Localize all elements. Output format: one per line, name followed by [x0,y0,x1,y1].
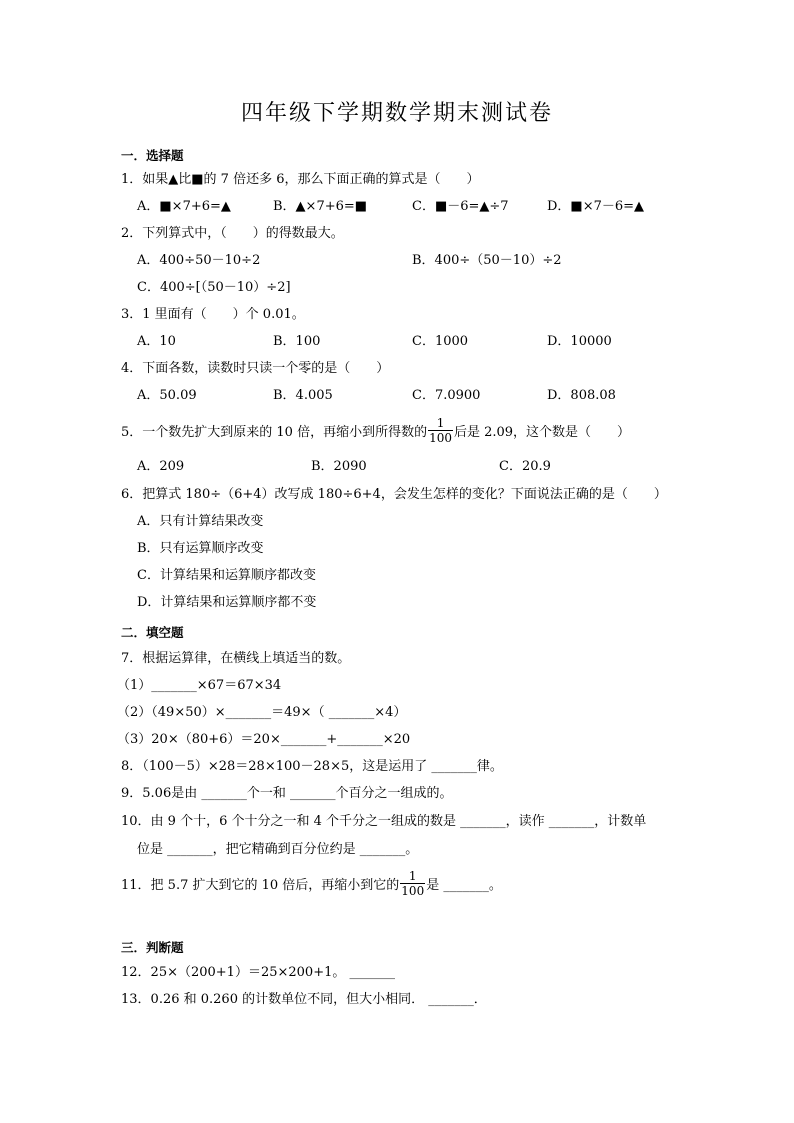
q1-option-c: C．■－6=▲÷7 [412,199,509,214]
q4-option-d: D．808.08 [547,388,616,403]
q11-text-pre: 11．把 5.7 扩大到它的 10 倍后，再缩小到它的 [121,878,400,893]
q3-option-a: A．10 [137,334,176,349]
question-3: 3．1 里面有（ ）个 0.01。 [121,307,305,322]
question-13: 13．0.26 和 0.260 的计数单位不同，但大小相同． _______． [121,992,487,1007]
q5-option-c: C．20.9 [499,459,551,474]
q3-option-c: C．1000 [412,334,469,349]
question-12: 12．25×（200+1）＝25×200+1。 _______ [121,965,395,980]
q7-line-3: （3）20×（80+6）＝20×_______+_______×20 [117,732,411,747]
question-8: 8．（100－5）×28＝28×100－28×5，这是运用了 _______律。 [121,759,503,774]
q1-option-b: B．▲×7+6=■ [273,199,368,214]
q6-option-d: D．计算结果和运算顺序都不变 [137,595,317,610]
q5-option-b: B．2090 [311,459,367,474]
q5-fraction-numerator: 1 [428,416,453,431]
page-title: 四年级下学期数学期末测试卷 [240,101,553,126]
q11-fraction [400,869,425,898]
question-5 [121,418,630,447]
q5-text-pre: 5．一个数先扩大到原来的 10 倍，再缩小到所得数的 [121,425,428,440]
question-11 [121,871,502,900]
section-heading-fill: 二．填空题 [121,625,184,640]
q5-option-a: A．209 [137,459,185,474]
question-10-line-1: 10．由 9 个十，6 个十分之一和 4 个千分之一组成的数是 _______，读作 _______，计数单 [121,814,647,829]
question-9: 9．5.06是由 _______个一和 _______个百分之一组成的。 [121,786,453,801]
q1-option-a: A．■×7+6=▲ [137,199,231,214]
question-2: 2．下列算式中，（ ）的得数最大。 [121,226,344,241]
q7-line-2: （2）（49×50）×_______＝49×（ _______×4） [117,705,407,720]
q7-line-1: （1）_______×67＝67×34 [117,678,282,693]
q6-option-b: B．只有运算顺序改变 [137,541,264,556]
q4-option-c: C．7.0900 [412,388,481,403]
q3-option-d: D．10000 [547,334,612,349]
q5-fraction [428,416,453,445]
q4-option-b: B．4.005 [273,388,333,403]
q4-option-a: A．50.09 [137,388,197,403]
q1-option-d: D．■×7－6=▲ [547,199,645,214]
q6-option-c: C．计算结果和运算顺序都改变 [137,568,316,583]
question-1: 1．如果▲比■的 7 倍还多 6，那么下面正确的算式是（ ） [121,172,480,187]
q5-fraction-denominator: 100 [429,431,452,445]
q11-text-post: 是 _______。 [426,878,502,893]
q11-fraction-denominator: 100 [401,884,425,898]
q2-option-b: B．400÷（50－10）÷2 [412,253,562,268]
q11-fraction-numerator: 1 [400,869,425,884]
section-heading-choice: 一．选择题 [121,148,184,163]
question-4: 4．下面各数，读数时只读一个零的是（ ） [121,361,390,376]
q2-option-a: A．400÷50－10÷2 [137,253,261,268]
question-10-line-2: 位是 _______，把它精确到百分位约是 _______。 [137,842,419,857]
q5-text-post: 后是 2.09，这个数是（ ） [453,425,631,440]
section-heading-judge: 三．判断题 [121,940,184,955]
q3-option-b: B．100 [273,334,321,349]
question-6: 6．把算式 180÷（6+4）改写成 180÷6+4，会发生怎样的变化？下面说法正确的是（ ） [121,487,667,502]
q2-option-c: C．400÷[（50－10）÷2] [137,280,291,295]
q6-option-a: A．只有计算结果改变 [137,514,264,529]
question-7: 7．根据运算律，在横线上填适当的数。 [121,651,351,666]
